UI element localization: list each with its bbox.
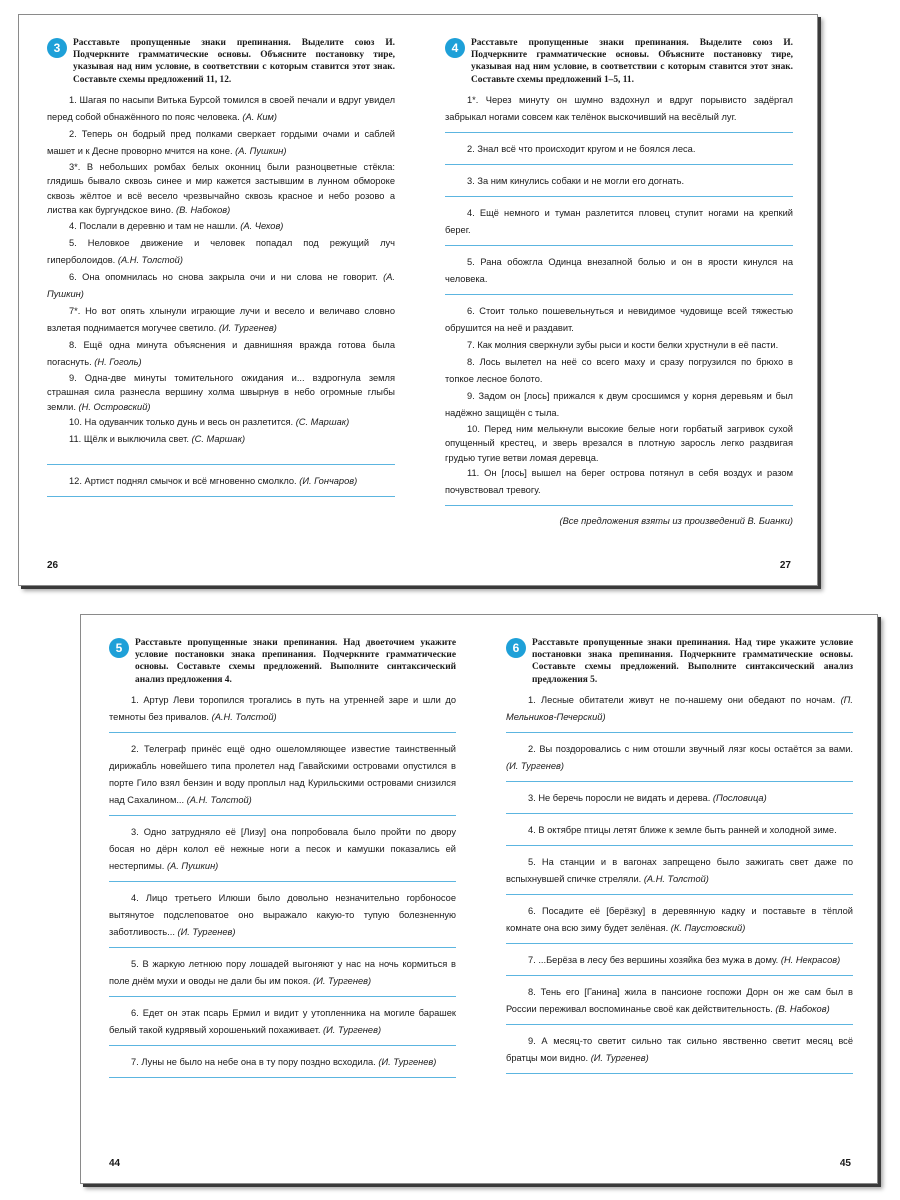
exercise-item: 2. Телеграф принёс ещё одно ошеломляющее известие таинственный дирижабль новейшего типа пролетел над Гавайскими островами опустился в порте Гило взял бензин и воду проплыл над Курильскими островами снизился над Сахалином... (А.Н. Толстой) (109, 743, 456, 805)
page-number: 27 (779, 560, 791, 571)
exercise-item: 4. Послали в деревню и там не нашли. (А. Чехов) (69, 220, 284, 231)
answer-line (47, 464, 395, 465)
task-number-badge: 4 (445, 38, 465, 58)
exercise-item: 7. Как молния сверкнули зубы рыси и кости белки хрустнули в её пасти. (467, 339, 779, 350)
exercise-item: 10. На одуванчик только дунь и весь он разлетится. (С. Маршак) (69, 417, 350, 428)
exercise-item: 5. На станции и в вагонах запрещено было зажигать свет даже по вспыхнувшей спичке стреляли. (А.Н. Толстой) (506, 856, 853, 884)
exercise-item: 9. А месяц-то светит сильно так сильно явственно светит месяц всё братцы мои видно. (И. Тургенев) (506, 1035, 853, 1063)
answer-line (506, 781, 853, 782)
answer-line (506, 813, 853, 814)
task-3-header (47, 37, 395, 86)
answer-line (506, 1073, 853, 1074)
answer-line (506, 845, 853, 846)
task-6-header (506, 637, 853, 686)
exercise-item: 3. За ним кинулись собаки и не могли его догнать. (467, 175, 685, 186)
exercise-item: 3*. В небольших ромбах белых оконниц были разноцветные стёкла: глядишь бывало сквозь синее и мир кажется застывшим в лунном обмороке сквозь жёлтое и всё весело чрезвычайно сквозь красное и небо розово а листва как бургундское вино. (В. Набоков) (47, 161, 395, 216)
exercise-item: 8. Тень его [Ганина] жила в пансионе госпожи Дорн он же сам был в России переживал воспоминанье своё как действительность. (В. Набоков) (506, 986, 853, 1014)
exercise-item: 1*. Через минуту он шумно вздохнул и вдруг порывисто задёргал забрыкал ногами совсем как телёнок выскочивший на весёлый луг. (445, 94, 793, 122)
exercise-item: 10. Перед ним мелькнули высокие белые ноги горбатый загривок сухой опущенный крестец, и зверь врезался в плотную заросль легко раздвигая грудью тугие ветви ломая деревца. (445, 423, 793, 463)
answer-line (445, 164, 793, 165)
exercise-item: 5. Неловкое движение и человек попадал под режущий луч гиперболоидов. (А.Н. Толстой) (47, 237, 395, 265)
answer-line (109, 1045, 456, 1046)
exercise-item: 8. Лось вылетел на неё со всего маху и сразу погрузился по брюхо в топкое лесное болото. (445, 356, 793, 384)
page-45 (480, 615, 877, 1183)
task-instruction: Расставьте пропущенные знаки препинания. Выделите союз И. Подчеркните грамматические основы. Объясните постановку тире, указывая над ним условие, в соответствии с которым ставится этот знак. Составьте схемы предложений 11, 12. (73, 38, 395, 85)
exercise-item: 4. В октябре птицы летят ближе к земле быть ранней и холодной зиме. (528, 824, 837, 835)
exercise-item: 1. Артур Леви торопился трогались в путь на утренней заре и шли до темноты без привалов. (А.Н. Толстой) (109, 694, 456, 722)
answer-line (109, 881, 456, 882)
page-number: 26 (47, 560, 59, 571)
exercise-item: 6. Едет он этак псарь Ермил и видит у утопленника на могиле барашек белый такой кудрявый хорошенький похаживает. (И. Тургенев) (109, 1007, 456, 1035)
page-44 (81, 615, 480, 1183)
exercise-item: 6. Стоит только пошевельнуться и невидимое чудовище всей тяжестью обрушится на неё и раздавит. (445, 305, 793, 333)
task-instruction: Расставьте пропущенные знаки препинания. Выделите союз И. Подчеркните грамматические основы. Объясните постановку тире, указывая над ним условие, в соответствии с которым ставится этот знак. Составьте схемы предложений 1–5, 11. (471, 38, 793, 85)
textbook-spread-bottom (80, 614, 878, 1184)
answer-line (506, 1024, 853, 1025)
exercise-item: 11. Он [лось] вышел на берег острова потянул в себя воздух и разом почувствовал тревогу. (445, 468, 793, 496)
answer-line (445, 196, 793, 197)
page-number: 44 (109, 1158, 121, 1169)
answer-line (445, 294, 793, 295)
answer-line (109, 947, 456, 948)
exercise-item: 6. Посадите её [берёзку] в деревянную кадку и поставьте в тёплой комнате она всю зиму будет зелёная. (К. Паустовский) (506, 905, 853, 933)
answer-line (506, 894, 853, 895)
task-5-header (109, 637, 456, 686)
task-number-badge: 3 (47, 38, 67, 58)
textbook-spread-top (18, 14, 818, 586)
answer-line (445, 132, 793, 133)
answer-line (506, 943, 853, 944)
exercise-item: 6. Она опомнилась но снова закрыла очи и ни слова не говорит. (А. Пушкин) (47, 271, 396, 299)
exercise-item: 4. Ещё немного и туман разлетится пловец ступит ногами на крепкий берег. (445, 207, 793, 235)
exercise-item: 2. Знал всё что происходит кругом и не боялся леса. (467, 143, 696, 154)
answer-line (109, 996, 456, 997)
exercise-item: 8. Ещё одна минута объяснения и давнишняя вражда готова была погаснуть. (Н. Гоголь) (47, 339, 395, 367)
task-4-header (445, 37, 793, 86)
exercise-item: 2. Теперь он бодрый пред полками сверкает гордыми очами и саблей машет и к Десне проворно мчится на коне. (А. Пушкин) (47, 128, 395, 156)
exercise-item: 5. Рана обожгла Одинца внезапной болью и он в ярости кинулся на человека. (445, 256, 793, 284)
task-number-badge: 5 (109, 638, 129, 658)
answer-line (506, 975, 853, 976)
exercise-item: 7. ...Берёза в лесу без вершины хозяйка без мужа в дому. (Н. Некрасов) (528, 954, 841, 965)
answer-line (445, 245, 793, 246)
answer-line (109, 732, 456, 733)
page-26 (19, 15, 419, 585)
exercise-item: 3. Одно затрудняло её [Лизу] она попробовала было пройти по двору босая но дёрн колол её нежные ноги а песок и камушки показались ей нестерпимы. (А. Пушкин) (109, 826, 456, 871)
answer-line (506, 732, 853, 733)
exercise-item: 7*. Но вот опять хлынули играющие лучи и весело и величаво словно взлетая поднимается могучее светило. (И. Тургенев) (47, 305, 395, 333)
page-number: 45 (839, 1158, 851, 1169)
exercise-item: 2. Вы поздоровались с ним отошли звучный лязг косы остаётся за вами. (И. Тургенев) (506, 743, 853, 771)
answer-line (109, 1077, 456, 1078)
task-instruction: Расставьте пропущенные знаки препинания. Над двоеточием укажите условие постановки знака препинания. Подчеркните грамматические основы. Составьте схемы предложений. Выполните синтаксический анализ предложения 4. (135, 638, 456, 685)
exercise-item: 5. В жаркую летнюю пору лошадей выгоняют у нас на ночь кормиться в поле днём мухи и оводы не дали бы им покоя. (И. Тургенев) (109, 958, 456, 986)
answer-line (47, 496, 395, 497)
page-27 (419, 15, 817, 585)
exercise-item: 4. Лицо третьего Илюши было довольно незначительно горбоносое вытянутое подслеповатое оно выражало какую-то тупую болезненную заботливость... (И. Тургенев) (109, 892, 456, 937)
exercise-item: 1. Лесные обитатели живут не по-нашему они обедают по ночам. (П. Мельников-Печерский) (506, 694, 853, 722)
exercise-item: 3. Не беречь поросли не видать и дерева. (Пословица) (528, 792, 767, 803)
exercise-item: 9. Одна-две минуты томительного ожидания и... вздрогнула земля страшная сила разнесла вершину холма швырнув в небо огромные глыбы земли. (Н. Островский) (47, 372, 395, 412)
exercise-item: 12. Артист поднял смычок и всё мгновенно смолкло. (И. Гончаров) (69, 476, 358, 487)
exercise-item: 7. Луны не было на небе она в ту пору поздно всходила. (И. Тургенев) (131, 1056, 437, 1067)
source-note: (Все предложения взяты из произведений В. Бианки) (559, 516, 793, 527)
task-instruction: Расставьте пропущенные знаки препинания. Над тире укажите условие постановки знака препинания. Подчеркните грамматические основы. Составьте схемы предложений. Выполните синтаксический анализ предложения 5. (532, 638, 853, 685)
exercise-item: 1. Шагая по насыпи Витька Бурсой томился в своей печали и вдруг увидел перед собой обнажённого по пояс человека. (А. Ким) (47, 94, 395, 122)
answer-line (109, 815, 456, 816)
exercise-item: 9. Задом он [лось] прижался к двум сросшимся у корня деревьям и был надёжно защищён с тыла. (445, 390, 793, 418)
exercise-item: 11. Щёлк и выключила свет. (С. Маршак) (69, 434, 246, 445)
answer-line (445, 505, 793, 506)
task-number-badge: 6 (506, 638, 526, 658)
